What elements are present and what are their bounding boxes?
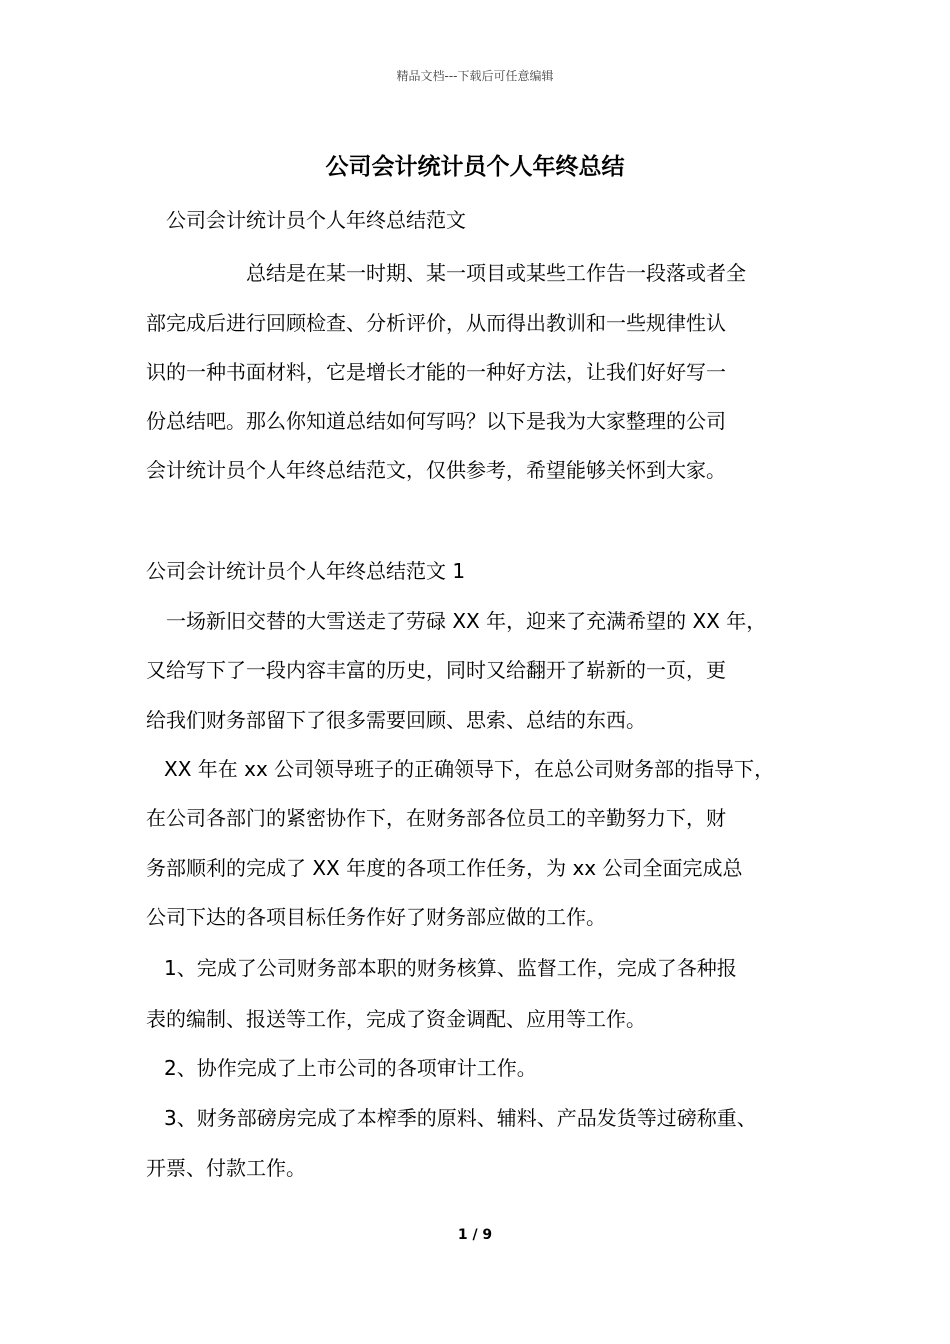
paragraph-line: 公司下达的各项目标任务作好了财务部应做的工作。 (146, 905, 606, 929)
paragraph-line: 又给写下了一段内容丰富的历史，同时又给翻开了崭新的一页，更 (146, 658, 726, 682)
header-note: 精品文档---下载后可任意编辑 (396, 69, 554, 83)
paragraph-line: 一场新旧交替的大雪送走了劳碌 XX 年，迎来了充满希望的 XX 年， (166, 609, 767, 633)
paragraph-line: XX 年在 xx 公司领导班子的正确领导下，在总公司财务部的指导下， (164, 757, 775, 781)
document-title: 公司会计统计员个人年终总结 (325, 154, 625, 180)
list-item: 1、完成了公司财务部本职的财务核算、监督工作，完成了各种报 (164, 956, 737, 980)
intro-line: 识的一种书面材料，它是增长才能的一种好方法，让我们好好写一 (146, 360, 726, 384)
intro-line: 份总结吧。那么你知道总结如何写吗？以下是我为大家整理的公司 (146, 409, 726, 433)
list-item: 2、协作完成了上市公司的各项审计工作。 (164, 1056, 537, 1080)
list-item: 开票、付款工作。 (146, 1156, 306, 1180)
page-number: 1 / 9 (457, 1227, 493, 1243)
paragraph-line: 给我们财务部留下了很多需要回顾、思索、总结的东西。 (146, 708, 646, 732)
intro-line: 会计统计员个人年终总结范文，仅供参考，希望能够关怀到大家。 (146, 458, 726, 482)
intro-line: 总结是在某一时期、某一项目或某些工作告一段落或者全 (246, 261, 746, 285)
paragraph-line: 在公司各部门的紧密协作下，在财务部各位员工的辛勤努力下，财 (146, 806, 726, 830)
list-item: 表的编制、报送等工作，完成了资金调配、应用等工作。 (146, 1007, 646, 1031)
list-item: 3、财务部磅房完成了本榨季的原料、辅料、产品发货等过磅称重、 (164, 1106, 757, 1130)
paragraph-line: 务部顺利的完成了 XX 年度的各项工作任务，为 xx 公司全面完成总 (146, 856, 743, 880)
subtitle: 公司会计统计员个人年终总结范文 (166, 208, 466, 232)
intro-line: 部完成后进行回顾检查、分析评价，从而得出教训和一些规律性认 (146, 311, 726, 335)
section-heading: 公司会计统计员个人年终总结范文 1 (146, 559, 466, 583)
